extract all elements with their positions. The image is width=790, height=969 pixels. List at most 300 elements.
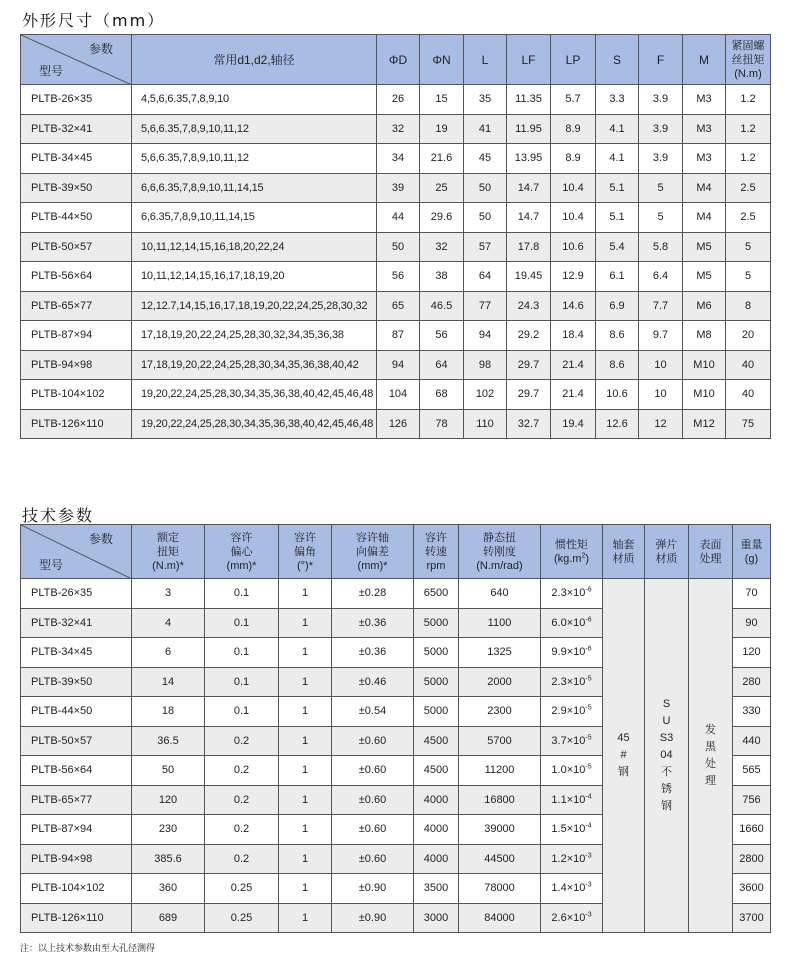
model-cell: PLTB-56×64 bbox=[21, 756, 132, 786]
value-cell-T: 8 bbox=[726, 291, 771, 321]
value-cell-axial: ±0.60 bbox=[332, 844, 414, 874]
inertia-exponent: -3 bbox=[585, 881, 592, 889]
value-cell-LP: 10.4 bbox=[551, 203, 596, 233]
col-header-F: F bbox=[639, 35, 683, 85]
value-cell-speed: 4000 bbox=[414, 785, 459, 815]
inertia-base: 2.3×10 bbox=[551, 675, 586, 688]
value-cell-D: 39 bbox=[377, 173, 420, 203]
param-label: 参数 bbox=[88, 532, 113, 546]
value-cell-L: 98 bbox=[464, 350, 507, 380]
inertia-base: 6.0×10 bbox=[551, 616, 586, 629]
value-cell-M: M10 bbox=[683, 350, 726, 380]
inertia-exponent: -6 bbox=[585, 586, 592, 594]
value-cell-speed: 5000 bbox=[414, 608, 459, 638]
model-cell: PLTB-94×98 bbox=[21, 844, 132, 874]
value-cell-S: 4.1 bbox=[596, 114, 639, 144]
value-cell-LF: 24.3 bbox=[507, 291, 551, 321]
unit-exponent: 2 bbox=[581, 551, 586, 559]
header-line: rpm bbox=[426, 559, 446, 572]
value-cell-torque: 18 bbox=[132, 697, 205, 727]
model-cell: PLTB-44×50 bbox=[21, 203, 132, 233]
inertia-base: 1.4×10 bbox=[551, 882, 586, 895]
model-label: 型号 bbox=[39, 558, 64, 572]
value-cell-LP: 8.9 bbox=[551, 144, 596, 174]
value-cell-T: 40 bbox=[726, 380, 771, 410]
footnote: 注：以上技术参数由至大孔径测得 bbox=[20, 944, 156, 954]
hub-material-text: 45#钢 bbox=[617, 732, 630, 778]
value-cell-stiff: 640 bbox=[459, 579, 541, 609]
value-cell-angle: 1 bbox=[279, 874, 332, 904]
value-cell-angle: 1 bbox=[279, 844, 332, 874]
header-line: (N.m/rad) bbox=[476, 559, 523, 572]
torque-header-line1: 紧固螺 bbox=[731, 39, 765, 52]
inertia-exponent: -5 bbox=[585, 763, 592, 771]
value-cell-ecc: 0.1 bbox=[205, 608, 279, 638]
shaft-cell: 6,6,6.35,7,8,9,10,11,14,15 bbox=[132, 173, 377, 203]
value-cell-L: 35 bbox=[464, 85, 507, 115]
weight-cell: 440 bbox=[733, 726, 771, 756]
value-cell-LF: 13.95 bbox=[507, 144, 551, 174]
value-cell-ecc: 0.1 bbox=[205, 667, 279, 697]
value-cell-LP: 12.9 bbox=[551, 262, 596, 292]
table-row bbox=[21, 173, 771, 203]
value-cell-axial: ±0.60 bbox=[332, 726, 414, 756]
value-cell-M: M3 bbox=[683, 144, 726, 174]
inertia-header bbox=[541, 525, 603, 579]
model-cell: PLTB-104×102 bbox=[21, 380, 132, 410]
value-cell-speed: 4000 bbox=[414, 815, 459, 845]
tech-title: 技术参数 bbox=[22, 506, 95, 525]
header-line: 惯性矩 bbox=[555, 538, 588, 551]
value-cell-ecc: 0.2 bbox=[205, 726, 279, 756]
value-cell-torque: 4 bbox=[132, 608, 205, 638]
value-cell-speed: 6500 bbox=[414, 579, 459, 609]
value-cell-S: 6.9 bbox=[596, 291, 639, 321]
weight-cell: 120 bbox=[733, 638, 771, 668]
model-cell: PLTB-50×57 bbox=[21, 232, 132, 262]
inertia-base: 3.7×10 bbox=[551, 734, 586, 747]
hub-material bbox=[603, 579, 645, 933]
header-line: (mm)* bbox=[226, 559, 257, 572]
value-cell-torque: 14 bbox=[132, 667, 205, 697]
value-cell-S: 12.6 bbox=[596, 409, 639, 439]
header-line: 容许轴 bbox=[356, 531, 389, 544]
inertia-base: 9.9×10 bbox=[551, 646, 586, 659]
value-cell-LF: 29.2 bbox=[507, 321, 551, 351]
value-cell-torque: 385.6 bbox=[132, 844, 205, 874]
value-cell-F: 5 bbox=[639, 173, 683, 203]
value-cell-T: 1.2 bbox=[726, 85, 771, 115]
header-line: 处理 bbox=[699, 552, 722, 565]
value-cell-ecc: 0.1 bbox=[205, 579, 279, 609]
value-cell-F: 5.8 bbox=[639, 232, 683, 262]
shaft-cell: 17,18,19,20,22,24,25,28,30,34,35,36,38,40,42 bbox=[132, 350, 377, 380]
header-line: (mm)* bbox=[357, 559, 388, 572]
value-cell-F: 12 bbox=[639, 409, 683, 439]
value-cell-D: 65 bbox=[377, 291, 420, 321]
model-cell: PLTB-126×110 bbox=[21, 409, 132, 439]
header-line: 偏心 bbox=[230, 545, 253, 558]
axial-header bbox=[332, 525, 414, 579]
value-cell-ecc: 0.2 bbox=[205, 815, 279, 845]
value-cell-axial: ±0.90 bbox=[332, 903, 414, 933]
col-header-D: ΦD bbox=[377, 35, 420, 85]
value-cell-S: 5.1 bbox=[596, 203, 639, 233]
value-cell-axial: ±0.28 bbox=[332, 579, 414, 609]
value-cell-LP: 14.6 bbox=[551, 291, 596, 321]
value-cell-stiff: 5700 bbox=[459, 726, 541, 756]
weight-cell: 2800 bbox=[733, 844, 771, 874]
table-row bbox=[21, 262, 771, 292]
value-cell-ecc: 0.2 bbox=[205, 756, 279, 786]
spring-material bbox=[645, 579, 689, 933]
value-cell-L: 102 bbox=[464, 380, 507, 410]
value-cell-M: M3 bbox=[683, 114, 726, 144]
weight-cell: 280 bbox=[733, 667, 771, 697]
value-cell-speed: 5000 bbox=[414, 697, 459, 727]
value-cell-speed: 5000 bbox=[414, 638, 459, 668]
value-cell-S: 5.1 bbox=[596, 173, 639, 203]
model-cell: PLTB-126×110 bbox=[21, 903, 132, 933]
value-cell-M: M8 bbox=[683, 321, 726, 351]
value-cell-stiff: 11200 bbox=[459, 756, 541, 786]
value-cell-T: 2.5 bbox=[726, 203, 771, 233]
header-line: 表面 bbox=[699, 538, 722, 551]
torque-header-line2: 丝扭矩 bbox=[731, 53, 765, 66]
inertia-base: 1.5×10 bbox=[551, 823, 586, 836]
value-cell-LP: 21.4 bbox=[551, 380, 596, 410]
weight-cell: 90 bbox=[733, 608, 771, 638]
value-cell-speed: 4000 bbox=[414, 844, 459, 874]
unit-base: (kg.m bbox=[553, 552, 582, 565]
value-cell-angle: 1 bbox=[279, 785, 332, 815]
rated-torque-header bbox=[132, 525, 205, 579]
value-cell-N: 56 bbox=[420, 321, 464, 351]
inertia-cell bbox=[541, 697, 603, 727]
table-row bbox=[21, 232, 771, 262]
value-cell-axial: ±0.90 bbox=[332, 874, 414, 904]
shaft-cell: 10,11,12,14,15,16,18,20,22,24 bbox=[132, 232, 377, 262]
col-header-L: L bbox=[464, 35, 507, 85]
value-cell-L: 45 bbox=[464, 144, 507, 174]
value-cell-torque: 6 bbox=[132, 638, 205, 668]
model-cell: PLTB-65×77 bbox=[21, 291, 132, 321]
angle-header bbox=[279, 525, 332, 579]
value-cell-T: 1.2 bbox=[726, 144, 771, 174]
value-cell-stiff: 1325 bbox=[459, 638, 541, 668]
value-cell-speed: 4500 bbox=[414, 756, 459, 786]
value-cell-stiff: 2300 bbox=[459, 697, 541, 727]
value-cell-L: 57 bbox=[464, 232, 507, 262]
value-cell-D: 94 bbox=[377, 350, 420, 380]
model-cell: PLTB-26×35 bbox=[21, 85, 132, 115]
weight-cell: 756 bbox=[733, 785, 771, 815]
value-cell-ecc: 0.25 bbox=[205, 874, 279, 904]
value-cell-LF: 32.7 bbox=[507, 409, 551, 439]
inertia-exponent: -6 bbox=[585, 645, 592, 653]
value-cell-T: 2.5 bbox=[726, 173, 771, 203]
header-line: 材质 bbox=[655, 552, 678, 565]
value-cell-LP: 5.7 bbox=[551, 85, 596, 115]
value-cell-F: 5 bbox=[639, 203, 683, 233]
value-cell-T: 5 bbox=[726, 232, 771, 262]
value-cell-angle: 1 bbox=[279, 815, 332, 845]
value-cell-L: 50 bbox=[464, 203, 507, 233]
table-row bbox=[21, 114, 771, 144]
header-line: 容许 bbox=[425, 531, 447, 544]
value-cell-L: 110 bbox=[464, 409, 507, 439]
value-cell-F: 9.7 bbox=[639, 321, 683, 351]
shaft-cell: 19,20,22,24,25,28,30,34,35,36,38,40,42,45,46,48 bbox=[132, 380, 377, 410]
col-header-LP: LP bbox=[551, 35, 596, 85]
value-cell-N: 38 bbox=[420, 262, 464, 292]
model-cell: PLTB-87×94 bbox=[21, 321, 132, 351]
model-cell: PLTB-32×41 bbox=[21, 608, 132, 638]
value-cell-F: 10 bbox=[639, 350, 683, 380]
hub-material-header bbox=[603, 525, 645, 579]
value-cell-N: 21.6 bbox=[420, 144, 464, 174]
value-cell-M: M12 bbox=[683, 409, 726, 439]
shaft-cell: 4,5,6,6.35,7,8,9,10 bbox=[132, 85, 377, 115]
value-cell-stiff: 2000 bbox=[459, 667, 541, 697]
value-cell-N: 46.5 bbox=[420, 291, 464, 321]
header-line: 重量 bbox=[740, 538, 763, 551]
value-cell-torque: 230 bbox=[132, 815, 205, 845]
inertia-base: 2.3×10 bbox=[551, 587, 586, 600]
value-cell-M: M3 bbox=[683, 85, 726, 115]
value-cell-F: 3.9 bbox=[639, 114, 683, 144]
surface-treatment bbox=[689, 579, 733, 933]
value-cell-torque: 3 bbox=[132, 579, 205, 609]
value-cell-S: 8.6 bbox=[596, 321, 639, 351]
value-cell-F: 6.4 bbox=[639, 262, 683, 292]
model-cell: PLTB-94×98 bbox=[21, 350, 132, 380]
value-cell-D: 104 bbox=[377, 380, 420, 410]
weight-cell: 565 bbox=[733, 756, 771, 786]
value-cell-angle: 1 bbox=[279, 903, 332, 933]
value-cell-torque: 50 bbox=[132, 756, 205, 786]
value-cell-F: 3.9 bbox=[639, 144, 683, 174]
value-cell-LF: 11.35 bbox=[507, 85, 551, 115]
value-cell-N: 78 bbox=[420, 409, 464, 439]
value-cell-torque: 360 bbox=[132, 874, 205, 904]
model-cell: PLTB-26×35 bbox=[21, 579, 132, 609]
header-line: (g) bbox=[744, 552, 759, 565]
value-cell-LF: 14.7 bbox=[507, 203, 551, 233]
value-cell-angle: 1 bbox=[279, 579, 332, 609]
unit-close: ) bbox=[585, 552, 590, 565]
speed-header bbox=[414, 525, 459, 579]
header-line: 容许 bbox=[230, 531, 253, 544]
value-cell-D: 44 bbox=[377, 203, 420, 233]
value-cell-torque: 689 bbox=[132, 903, 205, 933]
value-cell-speed: 5000 bbox=[414, 667, 459, 697]
value-cell-ecc: 0.25 bbox=[205, 903, 279, 933]
shaft-cell: 6,6.35,7,8,9,10,11,14,15 bbox=[132, 203, 377, 233]
header-line: 容许 bbox=[294, 531, 316, 544]
shaft-header: 常用d1,d2,轴径 bbox=[132, 35, 377, 85]
value-cell-LP: 21.4 bbox=[551, 350, 596, 380]
inertia-cell bbox=[541, 579, 603, 609]
header-line: (°)* bbox=[296, 559, 313, 572]
shaft-cell: 5,6,6.35,7,8,9,10,11,12 bbox=[132, 144, 377, 174]
table-row bbox=[21, 579, 771, 609]
col-header-S: S bbox=[596, 35, 639, 85]
value-cell-LP: 10.4 bbox=[551, 173, 596, 203]
value-cell-N: 19 bbox=[420, 114, 464, 144]
spring-material-header bbox=[645, 525, 689, 579]
torque-header bbox=[726, 35, 771, 85]
header-line: 材质 bbox=[612, 552, 635, 565]
value-cell-LF: 14.7 bbox=[507, 173, 551, 203]
value-cell-D: 87 bbox=[377, 321, 420, 351]
value-cell-T: 20 bbox=[726, 321, 771, 351]
shaft-cell: 10,11,12,14,15,16,17,18,19,20 bbox=[132, 262, 377, 292]
value-cell-ecc: 0.2 bbox=[205, 785, 279, 815]
value-cell-LF: 29.7 bbox=[507, 380, 551, 410]
inertia-exponent: -4 bbox=[585, 822, 592, 830]
value-cell-M: M4 bbox=[683, 173, 726, 203]
value-cell-ecc: 0.1 bbox=[205, 697, 279, 727]
value-cell-LF: 29.7 bbox=[507, 350, 551, 380]
value-cell-T: 5 bbox=[726, 262, 771, 292]
value-cell-T: 75 bbox=[726, 409, 771, 439]
weight-cell: 3700 bbox=[733, 903, 771, 933]
value-cell-S: 6.1 bbox=[596, 262, 639, 292]
value-cell-D: 34 bbox=[377, 144, 420, 174]
dim-corner-header bbox=[21, 35, 132, 85]
inertia-exponent: -5 bbox=[585, 704, 592, 712]
value-cell-LP: 19.4 bbox=[551, 409, 596, 439]
tech-corner-header bbox=[21, 525, 132, 579]
table-row bbox=[21, 350, 771, 380]
value-cell-LP: 8.9 bbox=[551, 114, 596, 144]
value-cell-stiff: 1100 bbox=[459, 608, 541, 638]
value-cell-N: 15 bbox=[420, 85, 464, 115]
value-cell-LF: 11.95 bbox=[507, 114, 551, 144]
model-label: 型号 bbox=[39, 64, 64, 78]
inertia-exponent: -5 bbox=[585, 734, 592, 742]
model-cell: PLTB-50×57 bbox=[21, 726, 132, 756]
shaft-cell: 5,6,6.35,7,8,9,10,11,12 bbox=[132, 114, 377, 144]
value-cell-D: 26 bbox=[377, 85, 420, 115]
value-cell-M: M10 bbox=[683, 380, 726, 410]
model-cell: PLTB-44×50 bbox=[21, 697, 132, 727]
model-cell: PLTB-32×41 bbox=[21, 114, 132, 144]
header-line: 静态扭 bbox=[483, 531, 516, 544]
value-cell-stiff: 39000 bbox=[459, 815, 541, 845]
value-cell-speed: 3500 bbox=[414, 874, 459, 904]
value-cell-angle: 1 bbox=[279, 697, 332, 727]
param-label: 参数 bbox=[88, 42, 113, 56]
header-line: 扭矩 bbox=[157, 545, 179, 558]
weight-cell: 330 bbox=[733, 697, 771, 727]
value-cell-L: 94 bbox=[464, 321, 507, 351]
torque-header-line3: (N.m) bbox=[734, 67, 762, 80]
value-cell-LF: 17.8 bbox=[507, 232, 551, 262]
table-row bbox=[21, 321, 771, 351]
model-cell: PLTB-39×50 bbox=[21, 667, 132, 697]
value-cell-N: 32 bbox=[420, 232, 464, 262]
value-cell-N: 29.6 bbox=[420, 203, 464, 233]
ecc-header bbox=[205, 525, 279, 579]
inertia-base: 1.2×10 bbox=[551, 852, 586, 865]
value-cell-M: M6 bbox=[683, 291, 726, 321]
diagonal-line bbox=[21, 525, 132, 579]
value-cell-F: 10 bbox=[639, 380, 683, 410]
value-cell-F: 7.7 bbox=[639, 291, 683, 321]
stiffness-header bbox=[459, 525, 541, 579]
surface-header bbox=[689, 525, 733, 579]
value-cell-S: 10.6 bbox=[596, 380, 639, 410]
inertia-cell bbox=[541, 815, 603, 845]
value-cell-angle: 1 bbox=[279, 608, 332, 638]
value-cell-ecc: 0.2 bbox=[205, 844, 279, 874]
value-cell-F: 3.9 bbox=[639, 85, 683, 115]
value-cell-S: 5.4 bbox=[596, 232, 639, 262]
inertia-exponent: -4 bbox=[585, 793, 592, 801]
inertia-cell bbox=[541, 756, 603, 786]
header-line: 弹片 bbox=[655, 538, 678, 551]
table-row bbox=[21, 409, 771, 439]
value-cell-M: M5 bbox=[683, 262, 726, 292]
value-cell-axial: ±0.46 bbox=[332, 667, 414, 697]
table-row bbox=[21, 203, 771, 233]
value-cell-speed: 4500 bbox=[414, 726, 459, 756]
value-cell-N: 25 bbox=[420, 173, 464, 203]
inertia-exponent: -6 bbox=[585, 616, 592, 624]
inertia-exponent: -5 bbox=[585, 675, 592, 683]
value-cell-D: 32 bbox=[377, 114, 420, 144]
header-line: 轴套 bbox=[612, 538, 635, 551]
value-cell-torque: 120 bbox=[132, 785, 205, 815]
header-line: 偏角 bbox=[294, 545, 316, 558]
value-cell-N: 64 bbox=[420, 350, 464, 380]
inertia-base: 1.0×10 bbox=[551, 764, 586, 777]
col-header-N: ΦN bbox=[420, 35, 464, 85]
header-line: 向偏差 bbox=[356, 545, 389, 558]
value-cell-D: 126 bbox=[377, 409, 420, 439]
inertia-cell bbox=[541, 874, 603, 904]
value-cell-axial: ±0.60 bbox=[332, 815, 414, 845]
inertia-base: 2.9×10 bbox=[551, 705, 586, 718]
col-header-M: M bbox=[683, 35, 726, 85]
value-cell-axial: ±0.54 bbox=[332, 697, 414, 727]
shaft-cell: 19,20,22,24,25,28,30,34,35,36,38,40,42,45,46,48 bbox=[132, 409, 377, 439]
surface-treatment-text: 发黑处理 bbox=[705, 723, 716, 787]
value-cell-stiff: 78000 bbox=[459, 874, 541, 904]
dimensions-table bbox=[20, 34, 771, 439]
header-line bbox=[541, 552, 602, 566]
model-cell: PLTB-87×94 bbox=[21, 815, 132, 845]
value-cell-M: M4 bbox=[683, 203, 726, 233]
inertia-cell bbox=[541, 608, 603, 638]
value-cell-axial: ±0.60 bbox=[332, 785, 414, 815]
diagonal-line bbox=[21, 35, 132, 85]
inertia-base: 1.1×10 bbox=[551, 793, 586, 806]
weight-cell: 70 bbox=[733, 579, 771, 609]
spring-material-text: SUS304不锈钢 bbox=[659, 698, 674, 812]
value-cell-axial: ±0.36 bbox=[332, 638, 414, 668]
model-cell: PLTB-34×45 bbox=[21, 144, 132, 174]
shaft-cell: 17,18,19,20,22,24,25,28,30,32,34,35,36,38 bbox=[132, 321, 377, 351]
inertia-cell bbox=[541, 726, 603, 756]
value-cell-T: 1.2 bbox=[726, 114, 771, 144]
value-cell-L: 64 bbox=[464, 262, 507, 292]
value-cell-M: M5 bbox=[683, 232, 726, 262]
inertia-base: 2.6×10 bbox=[551, 911, 586, 924]
value-cell-T: 40 bbox=[726, 350, 771, 380]
